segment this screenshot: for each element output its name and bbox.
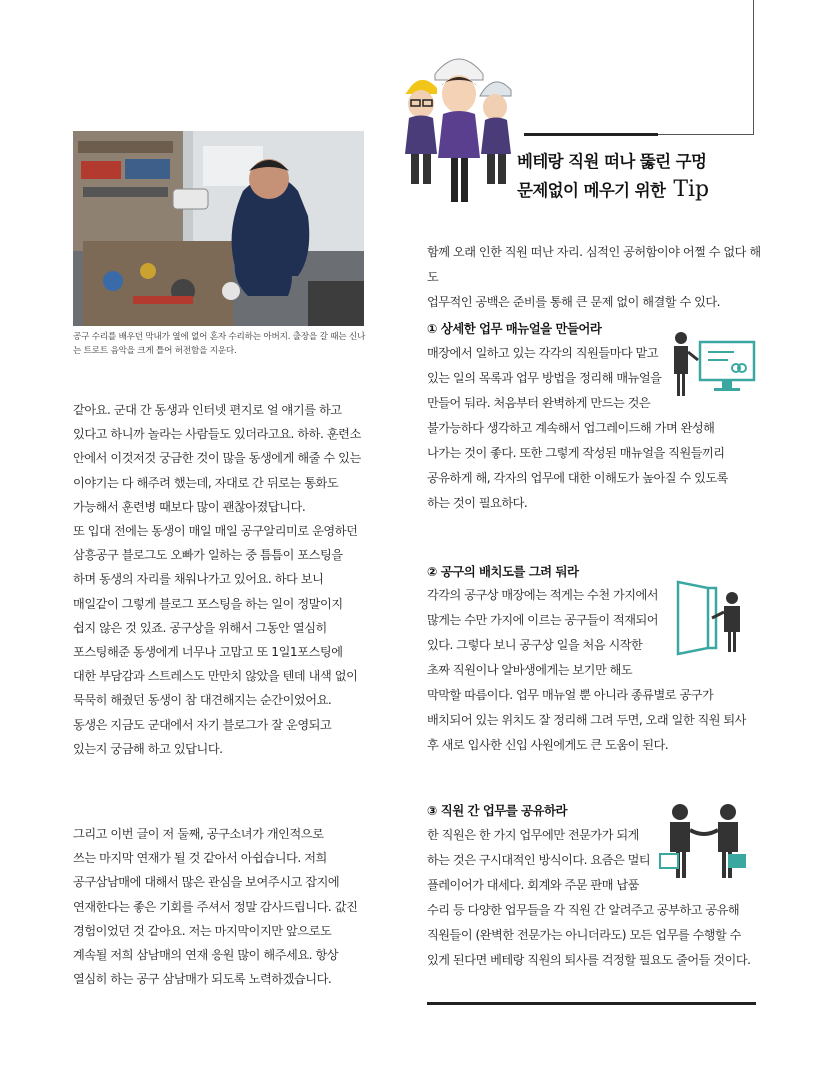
text-line: 플레이어가 대세다. 회계와 주문 판매 납품	[427, 878, 639, 892]
text-line: 한 직원은 한 가지 업무에만 전문가가 되게	[427, 828, 639, 842]
text-line: 포스팅해준 동생에게 너무나 고맙고 또 1일1포스팅에	[73, 645, 343, 660]
text-line: 묵묵히 해줬던 동생이 참 대견해지는 순간이었어요.	[73, 693, 332, 708]
left-paragraph-2	[73, 822, 373, 991]
text-line: 있는 일의 목록과 업무 방법을 정리해 매뉴얼을	[427, 371, 662, 385]
text-line: 경험이었던 것 같아요. 저는 마지막이지만 앞으로도	[73, 923, 332, 938]
text-line: 그리고 이번 글이 저 둘째, 공구소녀가 개인적으로	[73, 827, 324, 841]
tip-word: Tip	[673, 177, 710, 202]
text-line: 하는 것은 구시대적인 방식이다. 요즘은 멀티	[427, 853, 651, 867]
tip-title-text: 문제없이 메우기 위한	[517, 181, 666, 200]
text-line: 삼흥공구 블로그도 오빠가 일하는 중 틈틈이 포스팅을	[73, 548, 343, 563]
repair-photo	[73, 131, 364, 326]
person-door-icon	[672, 576, 752, 660]
tip-intro	[427, 240, 762, 315]
text-line: 동생은 지금도 군대에서 자기 블로그가 잘 운영되고	[73, 717, 332, 732]
tip-title-rule	[524, 133, 658, 136]
text-line: 공유하게 해, 각자의 업무에 대한 이해도가 높아질 수 있도록	[427, 471, 728, 485]
tip-title	[517, 148, 757, 205]
text-line: 열심히 하는 공구 삼남매가 되도록 노력하겠습니다.	[73, 972, 332, 987]
caption-line: 공구 수리를 배우던 막내가 옆에 없어 혼자 수리하는 아버지. 출장을 갈 때는 신나	[73, 332, 366, 342]
text-line: 쉽지 않은 것 있죠. 공구상을 위해서 그동안 열심히	[73, 620, 327, 635]
text-line: 있다고 하니까 놀라는 사람들도 있더라고요. 하하. 훈련소	[73, 427, 361, 442]
text-line: 후 새로 입사한 신입 사원에게도 큰 도움이 된다.	[427, 738, 669, 752]
text-line: 하며 동생의 자리를 채워나가고 있어요. 하다 보니	[73, 572, 324, 587]
repair-photo-illustration	[73, 131, 364, 326]
text-line: 각각의 공구상 매장에는 적게는 수천 가지에서	[427, 588, 659, 602]
text-line: 있다. 그렇다 보니 공구상 일을 처음 시작한	[427, 638, 643, 652]
text-line: 많게는 수만 가지에 이르는 공구들이 적재되어	[427, 613, 659, 627]
text-line: 가능해서 훈련병 때보다 많이 괜찮아졌답니다.	[73, 499, 306, 514]
text-line: 계속될 저희 삼남매의 연재 응원 많이 해주세요. 항상	[73, 948, 339, 963]
text-line: 안에서 이것저것 궁금한 것이 많을 동생에게 해줄 수 있는	[73, 451, 361, 466]
text-line: 매일같이 그렇게 블로그 포스팅을 하는 일이 정말이지	[73, 596, 343, 611]
text-line: 막막할 따름이다. 업무 매뉴얼 뿐 아니라 종류별로 공구가	[427, 688, 714, 702]
text-line: 함께 오래 인한 직원 떠난 자리. 심적인 공허함이야 어쩔 수 없다 해도	[427, 245, 761, 284]
text-line: 초짜 직원이나 알바생에게는 보기만 해도	[427, 663, 633, 677]
text-line: 나가는 것이 좋다. 또한 그렇게 작성된 매뉴얼을 직원들끼리	[427, 446, 725, 460]
photo-caption	[73, 330, 368, 358]
text-line: 있는지 궁금해 하고 있답니다.	[73, 741, 223, 756]
frame-line-vertical	[753, 0, 754, 135]
text-line: 하는 것이 필요하다.	[427, 496, 528, 510]
tip-title-line-2	[517, 176, 757, 205]
section-1-heading: ① 상세한 업무 매뉴얼을 만들어라	[427, 321, 602, 336]
caption-line: 는 트로트 음악을 크게 틀어 허전함을 지운다.	[73, 346, 237, 356]
text-line: 이야기는 다 해주려 했는데, 자대로 간 뒤로는 통화도	[73, 475, 339, 490]
text-line: 있게 된다면 베테랑 직원의 퇴사를 걱정할 필요도 줄어들 것이다.	[427, 953, 751, 967]
frame-line-horizontal	[658, 134, 754, 135]
left-paragraph-1	[73, 398, 373, 761]
siblings-cartoon-icon	[395, 52, 525, 212]
text-line: 직원들이 (완벽한 전문가는 아니더라도) 모든 업무를 수행할 수	[427, 928, 741, 942]
text-line: 배치되어 있는 위치도 잘 정리해 그려 두면, 오래 일한 직원 퇴사	[427, 713, 746, 727]
text-line: 만들어 둬라. 처음부터 완벽하게 만드는 것은	[427, 396, 651, 410]
text-line: 업무적인 공백은 준비를 통해 큰 문제 없이 해결할 수 있다.	[427, 295, 721, 309]
text-line: 연재한다는 좋은 기회를 주셔서 정말 감사드립니다. 값진	[73, 899, 358, 914]
bottom-rule	[427, 1002, 756, 1005]
text-line: 대한 부담감과 스트레스도 만만치 않았을 텐데 내색 없이	[73, 669, 358, 684]
section-2-heading: ② 공구의 배치도를 그려 둬라	[427, 564, 579, 579]
text-line: 공구삼남매에 대해서 많은 관심을 보여주시고 잡지에	[73, 875, 340, 890]
text-line: 매장에서 일하고 있는 각각의 직원들마다 맡고	[427, 346, 659, 360]
handshake-icon	[658, 800, 750, 886]
tip-title-line-1: 베테랑 직원 떠나 뚫린 구멍	[517, 152, 707, 171]
text-line: 같아요. 군대 간 동생과 인터넷 편지로 얼 얘기를 하고	[73, 403, 342, 417]
text-line: 불가능하다 생각하고 계속해서 업그레이드해 가며 완성해	[427, 421, 715, 435]
text-line: 수리 등 다양한 업무들을 각 직원 간 알려주고 공부하고 공유해	[427, 903, 740, 917]
presenter-monitor-icon	[672, 330, 762, 404]
section-3-heading: ③ 직원 간 업무를 공유하라	[427, 803, 567, 818]
text-line: 또 입대 전에는 동생이 매일 매일 공구알리미로 운영하던	[73, 524, 358, 539]
text-line: 쓰는 마지막 연재가 될 것 같아서 아쉽습니다. 저희	[73, 851, 327, 866]
